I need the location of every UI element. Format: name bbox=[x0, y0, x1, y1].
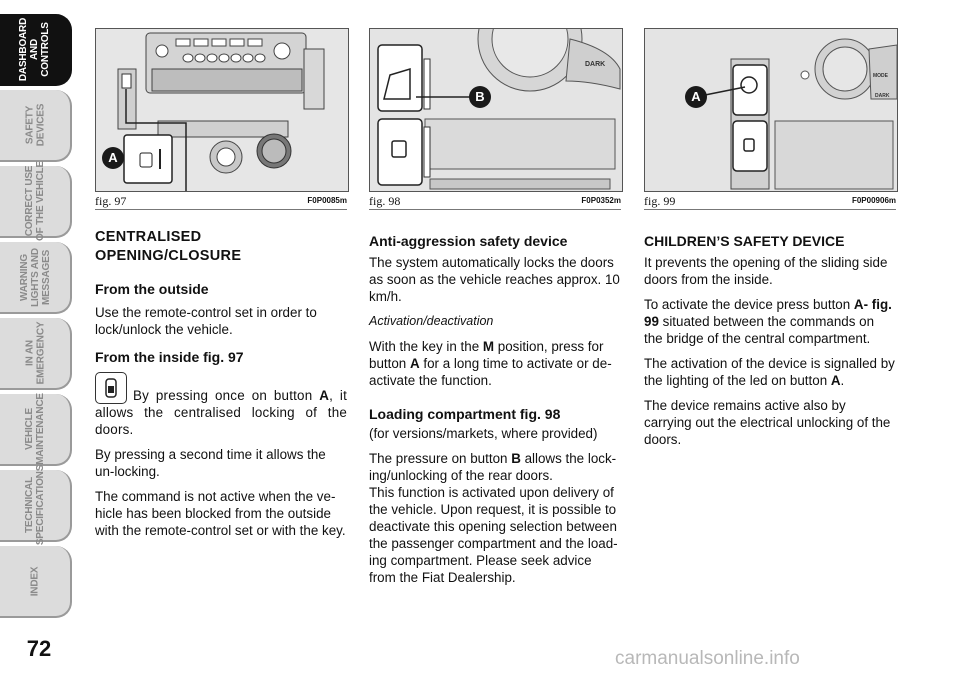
figure-99-illustration bbox=[644, 28, 898, 192]
tab-in-an-emergency[interactable]: IN AN EMERGENCY bbox=[0, 318, 72, 390]
figure-99-caption bbox=[644, 194, 896, 210]
figure-97-caption bbox=[95, 194, 347, 210]
column-anti-aggression bbox=[369, 228, 621, 594]
figure-number: fig. 99 bbox=[644, 194, 676, 208]
section-title: CENTRALISED OPENING/CLOSURE bbox=[95, 229, 242, 264]
figure-number: fig. 98 bbox=[369, 194, 401, 208]
subheading-inside: From the inside fig. 97 bbox=[95, 349, 244, 365]
page-number: 72 bbox=[26, 636, 52, 661]
tab-technical-specifications[interactable]: TECHNICAL SPECIFICATIONS bbox=[0, 470, 72, 542]
figure-98-caption bbox=[369, 194, 621, 210]
figure-code: F0P00906m bbox=[851, 196, 896, 205]
paragraph-activation: With the key in the M position, press for button A for a long time to activate or de-activate the function. bbox=[369, 339, 612, 388]
subheading-childrens-safety: CHILDREN’S SAFETY DEVICE bbox=[644, 233, 845, 249]
paragraph-loading: The pressure on button B allows the lock-ing/unlocking of the rear doors. bbox=[369, 451, 617, 483]
paragraph-signal: The activation of the device is signalled by the lighting of the led on button A. bbox=[644, 356, 895, 388]
subheading-outside: From the outside bbox=[95, 281, 209, 297]
tab-warning-lights[interactable]: WARNING LIGHTS AND MESSAGES bbox=[0, 242, 72, 314]
tab-index[interactable]: INDEX bbox=[0, 546, 72, 618]
subtitle-versions: (for versions/markets, where provided) bbox=[369, 426, 598, 441]
subheading-anti-aggression: Anti-aggression safety device bbox=[369, 233, 568, 249]
paragraph-remains-active: The device remains active also by carrying out the electrical unlocking of the doors. bbox=[644, 398, 891, 447]
column-childrens-safety bbox=[644, 228, 896, 456]
paragraph: It prevents the opening of the sliding side doors from the inside. bbox=[644, 255, 888, 287]
callout-b: B bbox=[469, 86, 491, 108]
subheading-activation: Activation/deactivation bbox=[369, 314, 494, 328]
callout-a: A bbox=[685, 86, 707, 108]
paragraph: The system automatically locks the doors as soon as the vehicle reaches approx. 10 km/h. bbox=[369, 255, 620, 304]
tab-correct-use[interactable]: CORRECT USE OF THE VEHICLE bbox=[0, 166, 72, 238]
figure-code: F0P0085m bbox=[307, 196, 347, 205]
subheading-loading: Loading compartment fig. 98 bbox=[369, 406, 561, 422]
paragraph-inside-2: By pressing a second time it allows the un-locking. bbox=[95, 447, 326, 479]
figure-98-illustration bbox=[369, 28, 623, 192]
paragraph-inside-1: By pressing once on button A, it allows the centralised locking of the doors. bbox=[95, 372, 347, 438]
callout-a: A bbox=[102, 147, 124, 169]
watermark: carmanualsonline.info bbox=[615, 648, 800, 669]
column-centralised-opening bbox=[95, 228, 347, 547]
dark-label: DARK bbox=[875, 93, 890, 99]
mode-label: MODE bbox=[873, 73, 888, 79]
paragraph-activate: To activate the device press button A- fig. 99 situated between the commands on the bridge of the central compartment. bbox=[644, 297, 892, 346]
paragraph: Use the remote-control set in order to lock/unlock the vehicle. bbox=[95, 305, 317, 337]
figure-97-illustration bbox=[95, 28, 349, 192]
paragraph-delivery: This function is activated upon delivery of the vehicle. Upon request, it is possible to deactivate this opening selection between the passenger compartment and the load-ing compartment. Please seek advice from the Fiat Dealership. bbox=[369, 485, 618, 585]
door-lock-icon bbox=[95, 372, 127, 404]
figure-number: fig. 97 bbox=[95, 194, 127, 208]
tab-vehicle-maintenance[interactable]: VEHICLE MAINTENANCE bbox=[0, 394, 72, 466]
figure-code: F0P0352m bbox=[581, 196, 621, 205]
tab-safety-devices[interactable]: SAFETY DEVICES bbox=[0, 90, 72, 162]
paragraph-inside-3: The command is not active when the ve-hicle has been blocked from the outside with the remote-control set or with the key. bbox=[95, 489, 346, 538]
tab-dashboard-and-controls[interactable]: DASHBOARD AND CONTROLS bbox=[0, 14, 72, 86]
dark-label: DARK bbox=[585, 61, 606, 68]
section-tabs bbox=[0, 0, 80, 630]
